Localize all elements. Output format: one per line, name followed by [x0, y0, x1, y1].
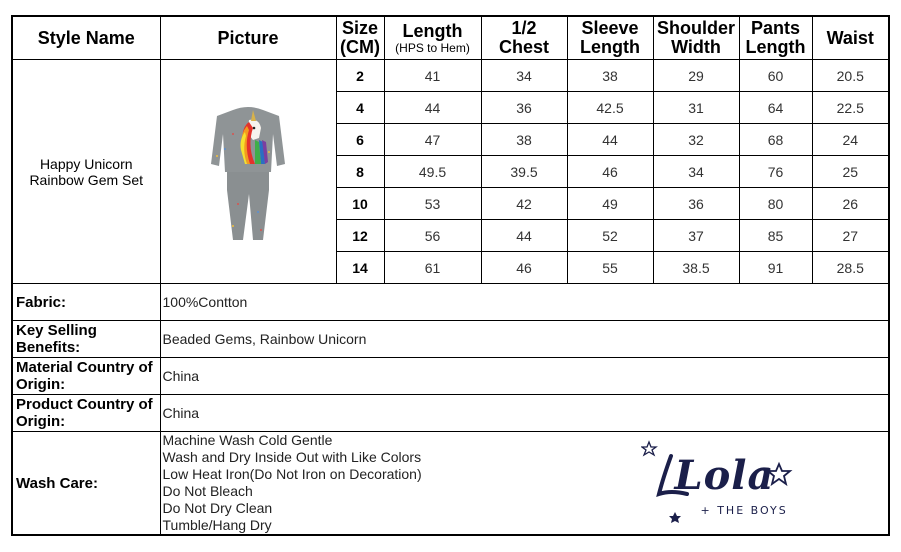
header-style-name: Style Name — [12, 16, 160, 60]
brand-logo — [641, 438, 801, 524]
fabric-value: 100%Contton — [160, 284, 889, 321]
wash-care-line: Low Heat Iron(Do Not Iron on Decoration) — [162, 466, 422, 482]
header-length — [384, 16, 481, 60]
selling-benefits-row — [12, 321, 889, 358]
cell-shoulder: 32 — [653, 124, 739, 156]
cell-size: 12 — [336, 220, 384, 252]
cell-waist: 28.5 — [812, 252, 889, 284]
cell-waist: 26 — [812, 188, 889, 220]
logo-brand: Lola — [674, 452, 775, 499]
material-origin-label-line2: Origin: — [16, 376, 66, 393]
cell-shoulder: 36 — [653, 188, 739, 220]
cell-length: 53 — [384, 188, 481, 220]
cell-chest: 42 — [481, 188, 567, 220]
product-origin-label-line2: Origin: — [16, 413, 66, 430]
header-size-line1: Size — [341, 18, 379, 38]
wash-care-line: Tumble/Hang Dry — [162, 517, 272, 533]
star-icon — [642, 442, 656, 455]
header-picture: Picture — [160, 16, 336, 60]
product-origin-label — [12, 395, 160, 432]
cell-chest: 39.5 — [481, 156, 567, 188]
cell-chest: 36 — [481, 92, 567, 124]
wash-care-value — [160, 432, 889, 536]
selling-benefits-label-line1: Key Selling — [16, 322, 97, 339]
header-shoulder-line1: Shoulder — [656, 18, 735, 38]
logo-tagline: + THE BOYS — [700, 504, 788, 517]
cell-pants: 80 — [739, 188, 812, 220]
cell-chest: 34 — [481, 60, 567, 92]
cell-waist: 22.5 — [812, 92, 889, 124]
cell-sleeve: 49 — [567, 188, 653, 220]
cell-waist: 24 — [812, 124, 889, 156]
header-size — [336, 16, 384, 60]
cell-pants: 76 — [739, 156, 812, 188]
material-origin-label-line1: Material Country of — [16, 359, 153, 376]
cell-pants: 64 — [739, 92, 812, 124]
cell-chest: 38 — [481, 124, 567, 156]
cell-pants: 91 — [739, 252, 812, 284]
cell-size: 10 — [336, 188, 384, 220]
wash-care-row — [12, 432, 889, 536]
wash-care-line: Do Not Bleach — [162, 483, 253, 499]
product-picture — [160, 60, 336, 284]
cell-waist: 20.5 — [812, 60, 889, 92]
cell-size: 14 — [336, 252, 384, 284]
cell-pants: 60 — [739, 60, 812, 92]
cell-sleeve: 44 — [567, 124, 653, 156]
product-origin-label-line1: Product Country of — [16, 396, 153, 413]
cell-sleeve: 52 — [567, 220, 653, 252]
cell-length: 49.5 — [384, 156, 481, 188]
header-chest — [481, 16, 567, 60]
wash-care-line: Do Not Dry Clean — [162, 500, 273, 516]
cell-shoulder: 37 — [653, 220, 739, 252]
cell-shoulder: 34 — [653, 156, 739, 188]
cell-size: 2 — [336, 60, 384, 92]
cell-chest: 44 — [481, 220, 567, 252]
header-sleeve-line2: Length — [580, 37, 640, 57]
table-row — [12, 60, 889, 92]
cell-sleeve: 38 — [567, 60, 653, 92]
header-sleeve — [567, 16, 653, 60]
wash-care-line: Wash and Dry Inside Out with Like Colors — [162, 449, 422, 465]
style-name-line2: Rainbow Gem Set — [29, 171, 144, 188]
cell-pants: 68 — [739, 124, 812, 156]
unicorn-outfit-image — [203, 94, 293, 244]
cell-sleeve: 46 — [567, 156, 653, 188]
cell-length: 56 — [384, 220, 481, 252]
cell-length: 44 — [384, 92, 481, 124]
cell-size: 6 — [336, 124, 384, 156]
material-origin-row — [12, 358, 889, 395]
header-length-label: Length — [402, 20, 463, 41]
wash-care-label: Wash Care: — [12, 432, 160, 536]
product-origin-value: China — [160, 395, 889, 432]
product-origin-row — [12, 395, 889, 432]
cell-waist: 25 — [812, 156, 889, 188]
header-pants-line2: Length — [745, 37, 806, 57]
header-chest-line1: 1/2 — [511, 18, 537, 38]
header-chest-line2: Chest — [498, 37, 549, 57]
style-name-line1: Happy Unicorn — [39, 155, 133, 172]
header-shoulder-line2: Width — [671, 37, 721, 57]
header-pants — [739, 16, 812, 60]
header-length-sub: (HPS to Hem) — [395, 40, 470, 55]
cell-length: 61 — [384, 252, 481, 284]
fabric-label: Fabric: — [12, 284, 160, 321]
cell-shoulder: 29 — [653, 60, 739, 92]
cell-length: 47 — [384, 124, 481, 156]
cell-waist: 27 — [812, 220, 889, 252]
cell-pants: 85 — [739, 220, 812, 252]
selling-benefits-value: Beaded Gems, Rainbow Unicorn — [160, 321, 889, 358]
style-name-cell — [12, 60, 160, 284]
material-origin-value: China — [160, 358, 889, 395]
header-shoulder — [653, 16, 739, 60]
fabric-row — [12, 284, 889, 321]
header-pants-line1: Pants — [750, 18, 801, 38]
material-origin-label — [12, 358, 160, 395]
selling-benefits-label-line2: Benefits: — [16, 339, 81, 356]
header-sleeve-line1: Sleeve — [581, 18, 639, 38]
cell-sleeve: 42.5 — [567, 92, 653, 124]
cell-shoulder: 31 — [653, 92, 739, 124]
wash-care-line: Machine Wash Cold Gentle — [162, 432, 333, 448]
header-size-line2: (CM) — [340, 37, 380, 57]
star-icon — [669, 512, 681, 523]
selling-benefits-label — [12, 321, 160, 358]
cell-size: 8 — [336, 156, 384, 188]
cell-chest: 46 — [481, 252, 567, 284]
cell-size: 4 — [336, 92, 384, 124]
cell-sleeve: 55 — [567, 252, 653, 284]
header-row — [12, 16, 889, 60]
cell-shoulder: 38.5 — [653, 252, 739, 284]
cell-length: 41 — [384, 60, 481, 92]
spec-table — [11, 15, 890, 536]
size-spec-sheet — [11, 15, 888, 538]
header-waist: Waist — [812, 16, 889, 60]
